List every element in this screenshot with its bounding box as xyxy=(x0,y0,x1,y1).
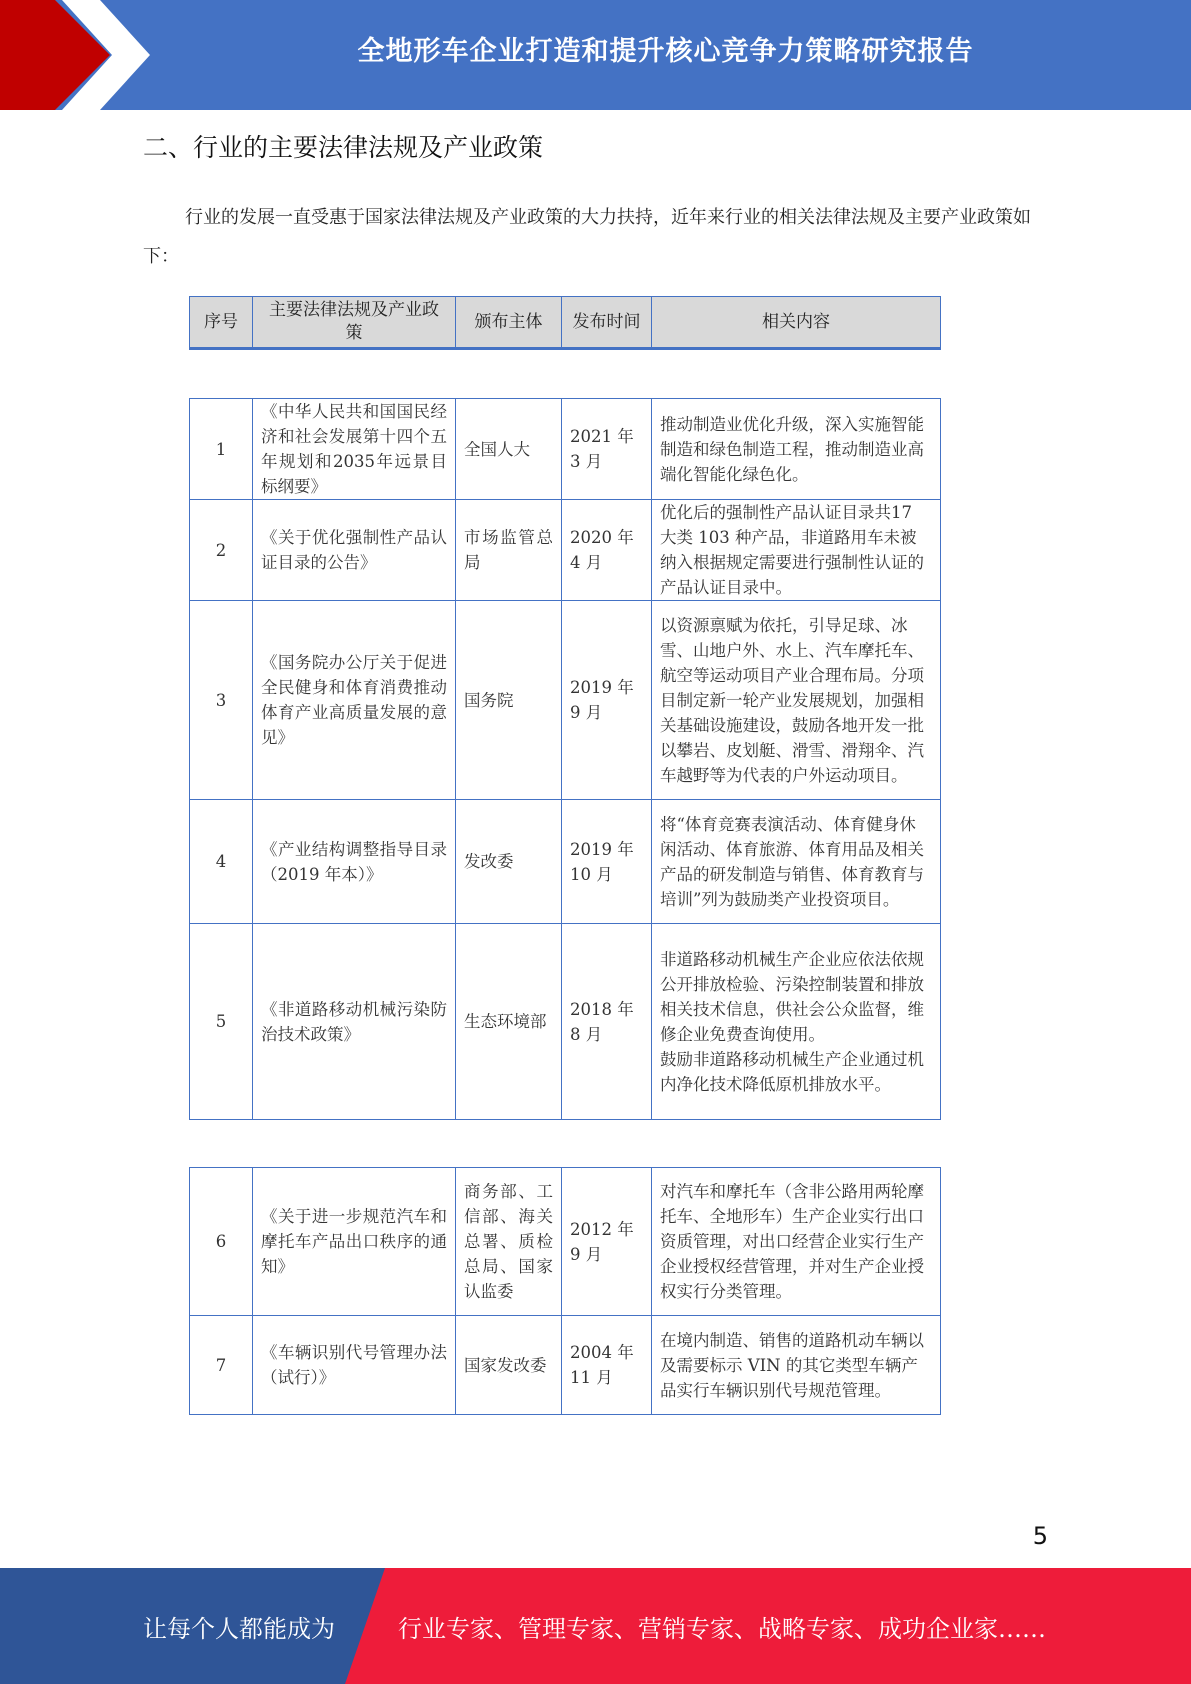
row-content: 将“体育竞赛表演活动、体育健身休闲活动、体育旅游、体育用品及相关产品的研发制造与销售、体育教育与培训”列为鼓励类产业投资项目。 xyxy=(652,800,941,924)
row-law: 《车辆识别代号管理办法（试行）》 xyxy=(253,1316,456,1415)
row-no: 2 xyxy=(190,500,253,601)
policy-table-body xyxy=(189,398,941,1120)
row-org: 市场监管总局 xyxy=(456,500,562,601)
row-law: 《中华人民共和国国民经济和社会发展第十四个五年规划和2035年远景目标纲要》 xyxy=(253,399,456,500)
row-law: 《产业结构调整指导目录（2019 年本）》 xyxy=(253,800,456,924)
header-org: 颁布主体 xyxy=(456,297,562,349)
footer-slogan-left: 让每个人都能成为 xyxy=(143,1614,335,1643)
row-org: 生态环境部 xyxy=(456,924,562,1120)
row-no: 4 xyxy=(190,800,253,924)
row-law: 《国务院办公厅关于促进全民健身和体育消费推动体育产业高质量发展的意见》 xyxy=(253,601,456,800)
table-row xyxy=(190,1316,941,1415)
row-date: 2004 年 11 月 xyxy=(562,1316,652,1415)
row-no: 3 xyxy=(190,601,253,800)
table-row xyxy=(190,601,941,800)
header-no: 序号 xyxy=(190,297,253,349)
header-content: 相关内容 xyxy=(652,297,941,349)
row-content: 以资源禀赋为依托，引导足球、冰雪、山地户外、水上、汽车摩托车、航空等运动项目产业合理布局。分项目制定新一轮产业发展规划，加强相关基础设施建设，鼓励各地开发一批以攀岩、皮划艇、滑雪、滑翔伞、汽车越野等为代表的户外运动项目。 xyxy=(652,601,941,800)
policy-table-header xyxy=(189,296,941,350)
table-row xyxy=(190,399,941,500)
header-chevron-decoration xyxy=(0,0,160,110)
row-org: 商务部、工信部、海关总署、质检总局、国家认监委 xyxy=(456,1168,562,1316)
row-content: 对汽车和摩托车（含非公路用两轮摩托车、全地形车）生产企业实行出口资质管理，对出口经营企业实行生产企业授权经营管理，并对生产企业授权实行分类管理。 xyxy=(652,1168,941,1316)
row-no: 5 xyxy=(190,924,253,1120)
row-no: 1 xyxy=(190,399,253,500)
table-row xyxy=(190,924,941,1120)
row-org: 国家发改委 xyxy=(456,1316,562,1415)
row-no: 6 xyxy=(190,1168,253,1316)
footer-slogan-right: 行业专家、管理专家、营销专家、战略专家、成功企业家…… xyxy=(398,1614,1046,1643)
table-row xyxy=(190,1168,941,1316)
table-row xyxy=(190,800,941,924)
row-org: 国务院 xyxy=(456,601,562,800)
row-date: 2019 年 9 月 xyxy=(562,601,652,800)
row-law: 《非道路移动机械污染防治技术政策》 xyxy=(253,924,456,1120)
row-content: 在境内制造、销售的道路机动车辆以及需要标示 VIN 的其它类型车辆产品实行车辆识别代号规范管理。 xyxy=(652,1316,941,1415)
row-date: 2012 年 9 月 xyxy=(562,1168,652,1316)
table-row xyxy=(190,500,941,601)
report-title: 全地形车企业打造和提升核心竞争力策略研究报告 xyxy=(357,35,974,67)
intro-paragraph: 行业的发展一直受惠于国家法律法规及产业政策的大力扶持，近年来行业的相关法律法规及主要产业政策如下： xyxy=(143,207,1031,267)
row-date: 2020 年 4 月 xyxy=(562,500,652,601)
section-heading: 二、行业的主要法律法规及产业政策 xyxy=(143,133,544,162)
row-date: 2021 年 3 月 xyxy=(562,399,652,500)
row-no: 7 xyxy=(190,1316,253,1415)
header-law: 主要法律法规及产业政策 xyxy=(253,297,456,349)
row-date: 2019 年 10 月 xyxy=(562,800,652,924)
page-footer xyxy=(0,1568,1191,1684)
row-org: 全国人大 xyxy=(456,399,562,500)
page-number: 5 xyxy=(1032,1522,1048,1550)
row-law: 《关于进一步规范汽车和摩托车产品出口秩序的通知》 xyxy=(253,1168,456,1316)
row-org: 发改委 xyxy=(456,800,562,924)
row-law: 《关于优化强制性产品认证目录的公告》 xyxy=(253,500,456,601)
row-content: 推动制造业优化升级，深入实施智能制造和绿色制造工程，推动制造业高端化智能化绿色化。 xyxy=(652,399,941,500)
policy-table-body-continued xyxy=(189,1167,941,1415)
page-header xyxy=(0,0,1191,110)
row-content: 优化后的强制性产品认证目录共17 大类 103 种产品，非道路用车未被纳入根据规定需要进行强制性认证的产品认证目录中。 xyxy=(652,500,941,601)
header-date: 发布时间 xyxy=(562,297,652,349)
row-date: 2018 年 8 月 xyxy=(562,924,652,1120)
row-content: 非道路移动机械生产企业应依法依规公开排放检验、污染控制装置和排放相关技术信息，供社会公众监督，维修企业免费查询使用。 鼓励非道路移动机械生产企业通过机内净化技术降低原机排放水平。 xyxy=(652,924,941,1120)
